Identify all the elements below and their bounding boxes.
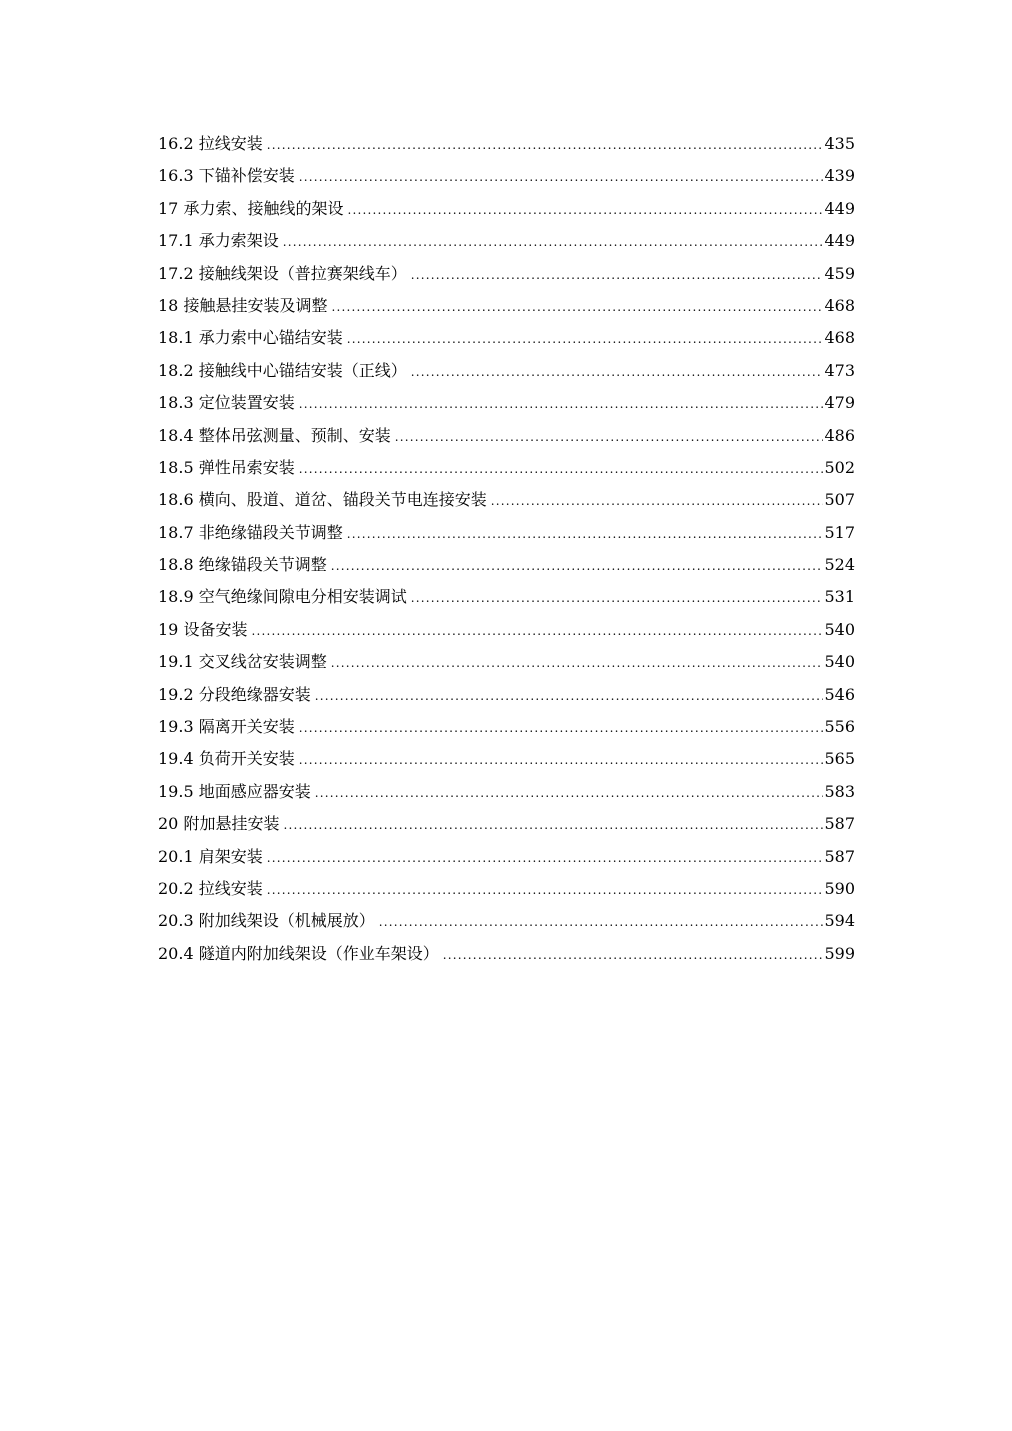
toc-entry[interactable] <box>158 873 855 905</box>
toc-dot-leader <box>347 323 824 355</box>
toc-entry-title: 19.1 交叉线岔安装调整 <box>158 652 327 672</box>
toc-entry-page-number: 486 <box>824 425 855 445</box>
toc-entry[interactable] <box>158 420 855 452</box>
toc-entry-title: 18.6 横向、股道、道岔、锚段关节电连接安装 <box>158 490 487 510</box>
toc-entry-page-number: 524 <box>824 555 855 575</box>
toc-dot-leader <box>299 744 824 776</box>
toc-dot-leader <box>267 129 824 161</box>
toc-dot-leader <box>347 518 824 550</box>
toc-entry-title: 17.1 承力索架设 <box>158 231 279 251</box>
toc-entry-title: 19.5 地面感应器安装 <box>158 781 311 801</box>
toc-entry-title: 18.8 绝缘锚段关节调整 <box>158 555 327 575</box>
toc-entry-title: 18.9 空气绝缘间隙电分相安装调试 <box>158 587 407 607</box>
toc-entry[interactable] <box>158 614 855 646</box>
toc-entry-title: 19.2 分段绝缘器安装 <box>158 684 311 704</box>
toc-entry[interactable] <box>158 322 855 354</box>
toc-dot-leader <box>411 259 824 291</box>
toc-entry-page-number: 468 <box>824 328 855 348</box>
toc-entry[interactable] <box>158 128 855 160</box>
toc-entry[interactable] <box>158 711 855 743</box>
toc-entry-title: 20.4 隧道内附加线架设（作业车架设） <box>158 943 439 963</box>
toc-entry-page-number: 502 <box>824 457 855 477</box>
toc-entry-title: 17.2 接触线架设（普拉赛架线车） <box>158 263 407 283</box>
toc-entry-page-number: 449 <box>824 198 855 218</box>
toc-dot-leader <box>491 485 824 517</box>
toc-entry-page-number: 479 <box>824 393 855 413</box>
toc-entry-page-number: 594 <box>824 911 855 931</box>
toc-entry[interactable] <box>158 258 855 290</box>
toc-dot-leader <box>443 939 824 971</box>
toc-entry-title: 19 设备安装 <box>158 619 248 639</box>
toc-dot-leader <box>315 777 824 809</box>
toc-entry-page-number: 546 <box>824 684 855 704</box>
toc-entry-page-number: 449 <box>824 231 855 251</box>
toc-entry-title: 18.3 定位装置安装 <box>158 393 295 413</box>
toc-entry[interactable] <box>158 679 855 711</box>
toc-dot-leader <box>267 842 824 874</box>
toc-entry-title: 18.5 弹性吊索安装 <box>158 457 295 477</box>
toc-dot-leader <box>379 906 824 938</box>
toc-dot-leader <box>315 680 824 712</box>
toc-entry-title: 18.4 整体吊弦测量、预制、安装 <box>158 425 391 445</box>
toc-entry[interactable] <box>158 646 855 678</box>
toc-entry-page-number: 583 <box>824 781 855 801</box>
toc-entry[interactable] <box>158 905 855 937</box>
toc-dot-leader <box>299 453 824 485</box>
toc-dot-leader <box>411 582 824 614</box>
toc-entry-page-number: 599 <box>824 943 855 963</box>
toc-entry-page-number: 517 <box>824 522 855 542</box>
toc-entry[interactable] <box>158 387 855 419</box>
toc-entry-page-number: 468 <box>824 295 855 315</box>
toc-entry-page-number: 439 <box>824 166 855 186</box>
toc-dot-leader <box>299 712 824 744</box>
toc-entry[interactable] <box>158 225 855 257</box>
toc-entry-page-number: 587 <box>824 814 855 834</box>
toc-entry[interactable] <box>158 549 855 581</box>
toc-entry[interactable] <box>158 452 855 484</box>
toc-entry[interactable] <box>158 290 855 322</box>
toc-dot-leader <box>347 194 823 226</box>
toc-dot-leader <box>299 161 824 193</box>
toc-entry[interactable] <box>158 484 855 516</box>
toc-entry-title: 18.2 接触线中心锚结安装（正线） <box>158 360 407 380</box>
toc-entry-title: 20.2 拉线安装 <box>158 878 263 898</box>
toc-entry-title: 16.3 下锚补偿安装 <box>158 166 295 186</box>
toc-entry[interactable] <box>158 160 855 192</box>
toc-dot-leader <box>299 388 824 420</box>
toc-entry-page-number: 540 <box>824 619 855 639</box>
toc-entry-page-number: 590 <box>824 878 855 898</box>
toc-entry-title: 17 承力索、接触线的架设 <box>158 198 344 218</box>
toc-entry[interactable] <box>158 355 855 387</box>
toc-entry[interactable] <box>158 776 855 808</box>
toc-entry-page-number: 531 <box>824 587 855 607</box>
toc-entry-page-number: 473 <box>824 360 855 380</box>
toc-entry[interactable] <box>158 193 855 225</box>
toc-entry-title: 19.4 负荷开关安装 <box>158 749 295 769</box>
toc-dot-leader <box>267 874 824 906</box>
toc-entry-page-number: 540 <box>824 652 855 672</box>
toc-entry-title: 20.1 肩架安装 <box>158 846 263 866</box>
toc-entry-title: 18.7 非绝缘锚段关节调整 <box>158 522 343 542</box>
toc-entry-page-number: 565 <box>824 749 855 769</box>
toc-entry[interactable] <box>158 841 855 873</box>
toc-dot-leader <box>395 421 824 453</box>
toc-entry-page-number: 459 <box>824 263 855 283</box>
toc-entry-title: 19.3 隔离开关安装 <box>158 717 295 737</box>
toc-entry[interactable] <box>158 581 855 613</box>
toc-entry-title: 16.2 拉线安装 <box>158 134 263 153</box>
toc-dot-leader <box>331 647 824 679</box>
toc-entry-page-number: 556 <box>824 717 855 737</box>
toc-entry[interactable] <box>158 938 855 970</box>
toc-entry-page-number: 587 <box>824 846 855 866</box>
table-of-contents <box>158 128 855 970</box>
toc-dot-leader <box>283 226 824 258</box>
toc-dot-leader <box>331 550 824 582</box>
toc-entry-title: 20.3 附加线架设（机械展放） <box>158 911 375 931</box>
toc-entry-title: 20 附加悬挂安装 <box>158 814 280 834</box>
toc-entry-page-number: 507 <box>824 490 855 510</box>
toc-entry[interactable] <box>158 743 855 775</box>
toc-dot-leader <box>251 615 823 647</box>
toc-entry[interactable] <box>158 808 855 840</box>
toc-dot-leader <box>411 356 824 388</box>
toc-entry-title: 18.1 承力索中心锚结安装 <box>158 328 343 348</box>
toc-dot-leader <box>283 809 823 841</box>
toc-entry-title: 18 接触悬挂安装及调整 <box>158 295 328 315</box>
toc-entry[interactable] <box>158 517 855 549</box>
toc-entry-page-number: 435 <box>824 134 855 153</box>
toc-dot-leader <box>331 291 823 323</box>
